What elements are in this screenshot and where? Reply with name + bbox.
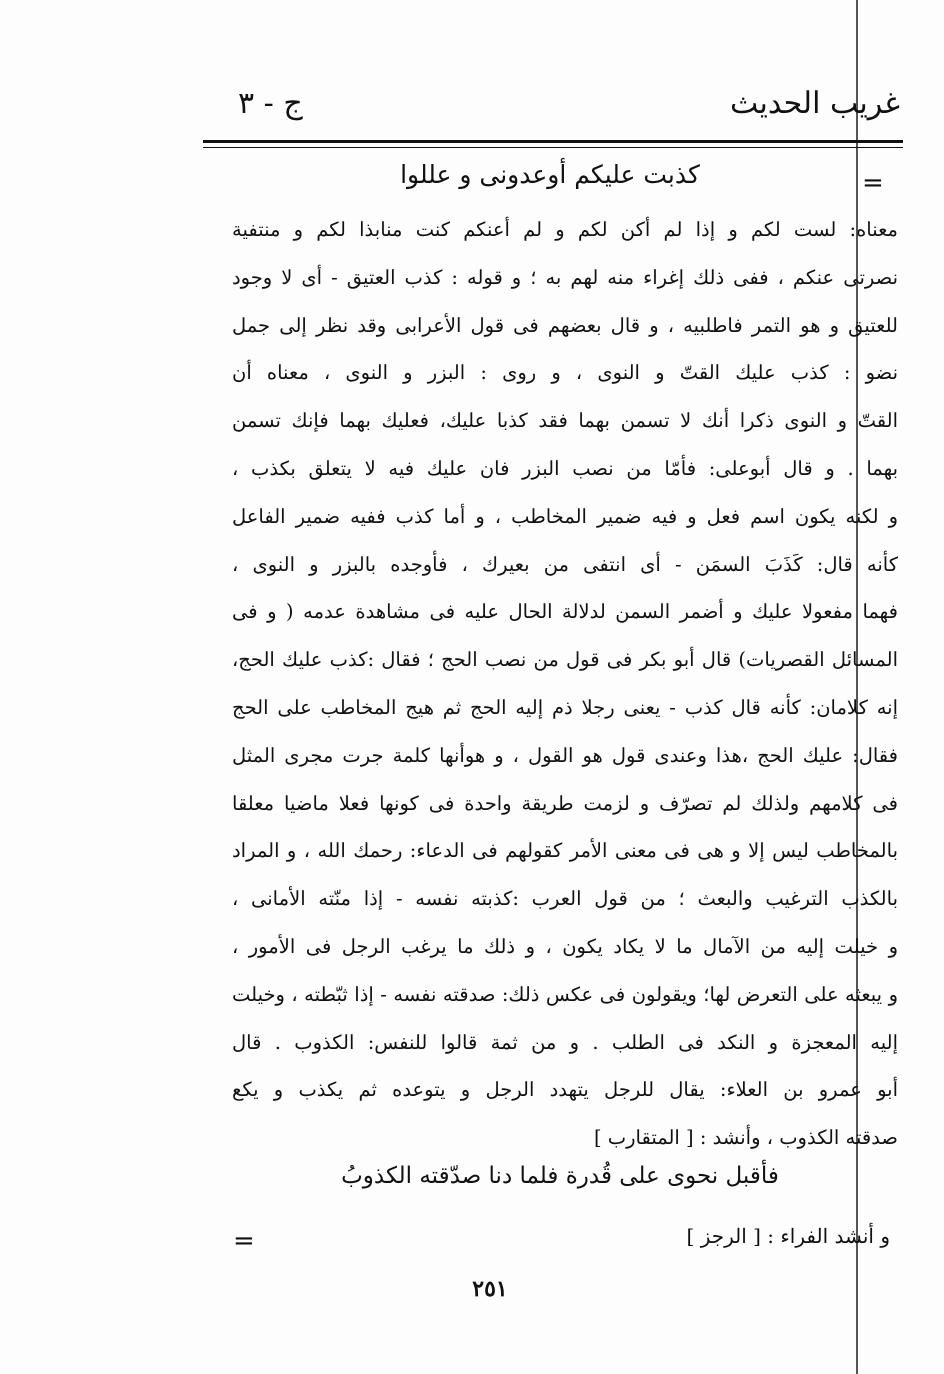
body-line: فقال: عليك الحج ،هذا وعندى قول هو القول ، و هوأنها كلمة جرت مجرى المثل — [232, 743, 898, 767]
body-line: بالكذب الترغيب والبعث ؛ من قول العرب :كذبته نفسه - إذا منّته الأمانى ، — [232, 887, 898, 911]
closing-line: و أنشد الفراء : [ الرجز ] — [686, 1224, 890, 1248]
book-title: غريب الحديث — [730, 86, 900, 121]
header-rule-thick — [203, 140, 903, 143]
body-line: فهما مفعولا عليك و أضمر السمن لدلالة الحال عليه فى مشاهدة عدمه ( و فى — [232, 600, 898, 624]
bottom-equals-mark: = — [233, 1226, 255, 1256]
body-line: و لكنه يكون اسم فعل و فيه ضمير المخاطب ، و أما كذب ففيه ضمير الفاعل — [232, 504, 898, 528]
page-number: ٢٥١ — [472, 1276, 508, 1302]
top-equals-mark: = — [862, 168, 884, 198]
body-line: كأنه قال: كَذَبَ السمَن - أى انتفى من بعيرك ، فأوجده بالبزر و النوى ، — [232, 552, 898, 576]
body-line: أبو عمرو بن العلاء: يقال للرجل يتهدد الرجل و يتوعده ثم يكذب و يكع — [232, 1078, 898, 1102]
verse-line: فأقبل نحوى على قُدرة فلما دنا صدّقته الكذوبُ — [341, 1163, 779, 1189]
body-line: معناه: لست لكم و إذا لم أكن لكم و لم أعنكم كنت منابذا لكم و منتفية — [232, 218, 898, 241]
header-rule-thin — [203, 147, 903, 148]
body-line: للعتيق و هو التمر فاطلبيه ، و قال بعضهم فى قول الأعرابى وقد نظر إلى جمل — [232, 313, 898, 337]
body-line: القتّ و النوى ذكرا أنك لا تسمن بهما فقد كذبا عليك، فعليك بهما فإنك تسمن — [232, 409, 898, 433]
body-line: بهما . و قال أبوعلى: فأمّا من نصب البزر فان عليك فيه لا يتعلق بكذب ، — [232, 456, 898, 480]
body-line: صدقته الكذوب ، وأنشد : [ المتقارب ] — [593, 1126, 898, 1150]
page-header — [210, 80, 900, 136]
body-line: إنه كلامان: كأنه قال كذب - يعنى رجلا ذم إليه الحج ثم هيج المخاطب على الحج — [232, 695, 898, 719]
body-line: نصرتى عنكم ، ففى ذلك إغراء منه لهم به ؛ و قوله : كذب العتيق - أى لا وجود — [232, 265, 898, 289]
body-line: و يبعثه على التعرض لها؛ ويقولون فى عكس ذلك: صدقته نفسه - إذا ثبّطته ، وخيلت — [232, 982, 898, 1006]
volume-number: ج - ٣ — [238, 86, 303, 121]
body-line: بالمخاطب ليس إلا و هى فى معنى الأمر كقولهم فى الدعاء: رحمك الله ، و المراد — [232, 839, 898, 863]
body-line: إليه المعجزة و النكد فى الطلب . و من ثمة قالوا للنفس: الكذوب . قال — [232, 1030, 898, 1054]
body-line: نضو : كذب عليك القتّ و النوى ، و روى : البزر و النوى ، معناه أن — [232, 361, 898, 385]
body-line: المسائل القصريات) قال أبو بكر فى قول من نصب الحج ؛ فقال :كذب عليك الحج، — [232, 648, 898, 672]
body-line: فى كلامهم ولذلك لم تصرّف و لزمت طريقة واحدة فى كونها فعلا ماضيا معلقا — [232, 791, 898, 815]
body-text — [232, 206, 898, 1162]
body-line: و خيلت إليه من الآمال ما لا يكاد يكون ، و ذلك ما يرغب الرجل فى الأمور ، — [232, 934, 898, 958]
verse-heading: كذبت عليكم أوعدونى و عللوا — [400, 160, 700, 189]
